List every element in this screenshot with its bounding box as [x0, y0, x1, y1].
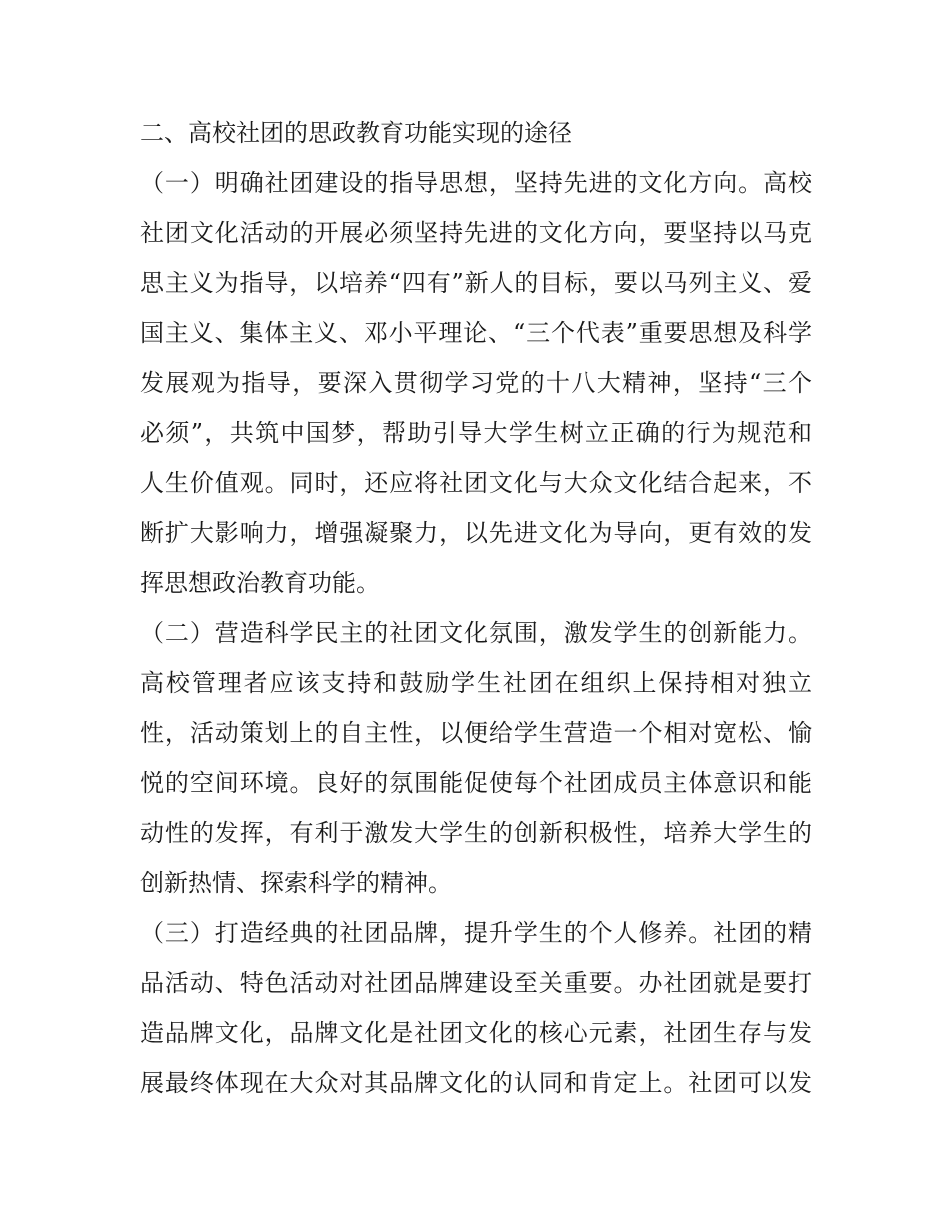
text-line: 国主义、集体主义、邓小平理论、“三个代表”重要思想及科学 [140, 319, 812, 347]
section-heading: 二、高校社团的思政教育功能实现的途径 [140, 119, 572, 147]
text-line: 动性的发挥，有利于激发大学生的创新积极性，培养大学生的 [140, 819, 812, 847]
text-line: 创新热情、探索科学的精神。 [140, 869, 452, 897]
text-line: （一）明确社团建设的指导思想，坚持先进的文化方向。高校 [140, 169, 812, 197]
text-line: 悦的空间环境。良好的氛围能促使每个社团成员主体意识和能 [140, 769, 812, 797]
text-line: 断扩大影响力，增强凝聚力，以先进文化为导向，更有效的发 [140, 519, 812, 547]
text-line: 人生价值观。同时，还应将社团文化与大众文化结合起来，不 [140, 469, 812, 497]
text-line: 发展观为指导，要深入贯彻学习党的十八大精神，坚持“三个 [140, 369, 812, 397]
text-line: 性，活动策划上的自主性，以便给学生营造一个相对宽松、愉 [140, 719, 812, 747]
document-body [140, 108, 812, 1108]
text-line: （二）营造科学民主的社团文化氛围，激发学生的创新能力。 [140, 619, 812, 647]
text-line: （三）打造经典的社团品牌，提升学生的个人修养。社团的精 [140, 919, 812, 947]
text-line: 社团文化活动的开展必须坚持先进的文化方向，要坚持以马克 [140, 219, 812, 247]
text-line: 造品牌文化，品牌文化是社团文化的核心元素，社团生存与发 [140, 1019, 812, 1047]
text-line: 品活动、特色活动对社团品牌建设至关重要。办社团就是要打 [140, 969, 812, 997]
text-line: 展最终体现在大众对其品牌文化的认同和肯定上。社团可以发 [140, 1069, 812, 1097]
text-line: 挥思想政治教育功能。 [140, 569, 380, 597]
text-line: 高校管理者应该支持和鼓励学生社团在组织上保持相对独立 [140, 669, 812, 697]
text-line: 思主义为指导，以培养“四有”新人的目标，要以马列主义、爱 [140, 269, 812, 297]
text-line: 必须”，共筑中国梦，帮助引导大学生树立正确的行为规范和 [140, 419, 812, 447]
